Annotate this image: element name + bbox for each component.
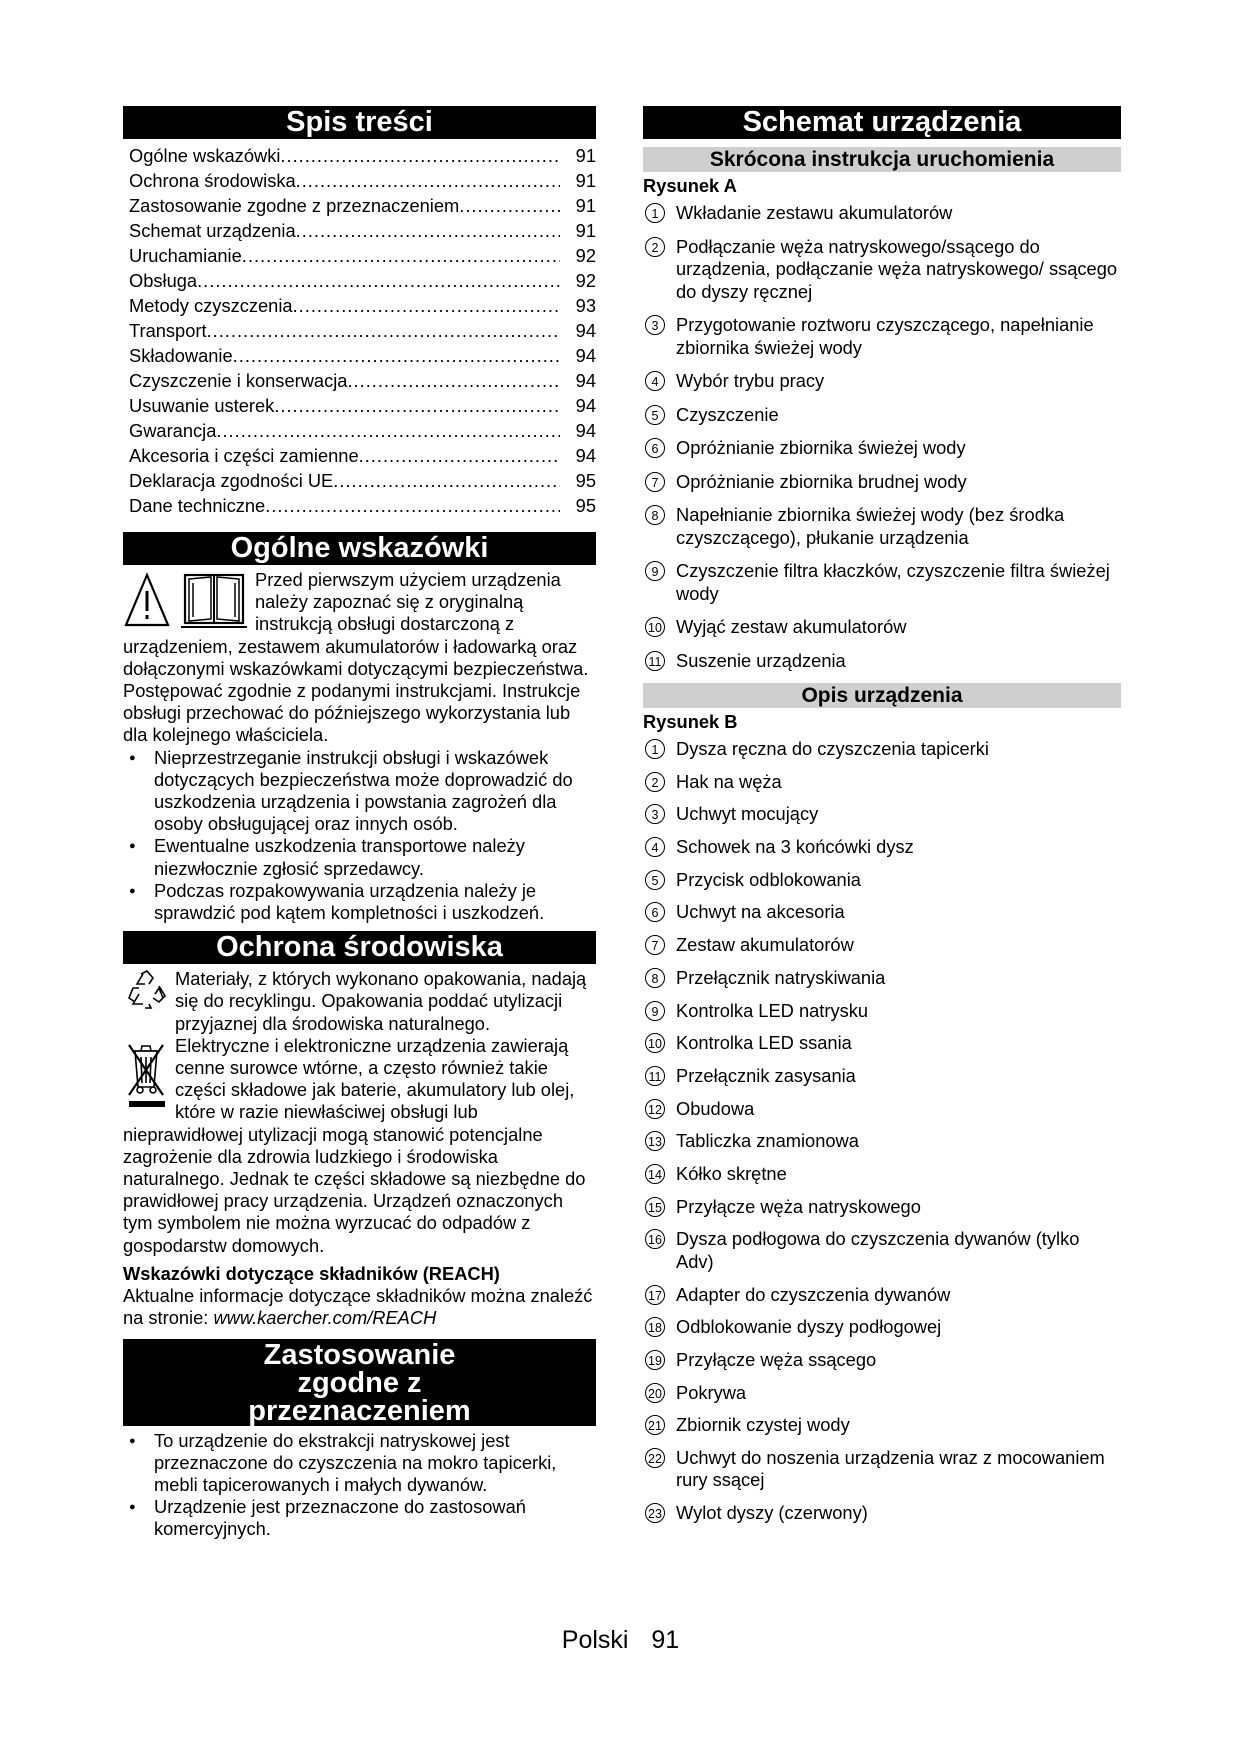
toc-entry[interactable] — [123, 318, 596, 343]
general-bullet: ● Podczas rozpakowywania urządzenia należy je sprawdzić pod kątem kompletności i uszkodzeń. — [123, 880, 596, 924]
quickstart-step-text: Napełnianie zbiornika świeżej wody (bez środka czyszczącego), płukanie urządzenia — [676, 504, 1065, 548]
toc-entry-title: Dane techniczne — [129, 495, 266, 516]
toc-entry-page: 91 — [575, 195, 596, 216]
device-part — [643, 1065, 1121, 1088]
device-part — [643, 1196, 1121, 1219]
item-number-badge: 13 — [645, 1131, 665, 1151]
device-part-text: Kontrolka LED ssania — [676, 1032, 852, 1054]
quickstart-step-text: Wyjąć zestaw akumulatorów — [676, 616, 907, 637]
toc-entry-title: Usuwanie usterek — [129, 395, 275, 416]
quickstart-step-text: Opróżnianie zbiornika świeżej wody — [676, 437, 966, 458]
quickstart-step-text: Wybór trybu pracy — [676, 370, 825, 391]
item-number-badge: 1 — [645, 203, 665, 223]
device-parts — [643, 738, 1121, 1525]
toc-leader-dots — [216, 418, 560, 443]
quickstart-step — [643, 616, 1121, 639]
item-number-badge: 8 — [645, 505, 665, 525]
quickstart-step-text: Przygotowanie roztworu czyszczącego, napełnianie zbiornika świeżej wody — [676, 314, 1094, 358]
manual-book-icon — [181, 575, 247, 627]
item-number-badge: 14 — [645, 1164, 665, 1184]
device-part-text: Dysza podłogowa do czyszczenia dywanów (tylko Adv) — [676, 1228, 1080, 1272]
toc-entry-page: 91 — [575, 170, 596, 191]
toc-entry-title: Ochrona środowiska — [129, 170, 296, 191]
weee-text: Elektryczne i elektroniczne urządzenia zawierają cenne surowce wtórne, a często również takie części składowe jak baterie, akumulatory lub olej, które w razie niewłaściwej obsługi lub nieprawidłowej utylizacji mogą stanowić potencjalne zagrożenie dla zdrowia ludzkiego i środowiska naturalnego. Jednak te części składowe są niezbędne do prawidłowej pracy urządzenia. Urządzeń oznaczonych tym symbolem nie można wyrzucać do odpadów z gospodarstw domowych. — [123, 1034, 586, 1256]
device-part — [643, 1098, 1121, 1121]
right-column — [643, 106, 1121, 1535]
toc-entry-title: Schemat urządzenia — [129, 220, 296, 241]
device-part-text: Dysza ręczna do czyszczenia tapicerki — [676, 738, 989, 759]
weee-bin-icon — [123, 1037, 175, 1116]
toc-entry-title: Uruchamianie — [129, 245, 242, 266]
toc-leader-dots — [233, 343, 560, 368]
figure-a-label: Rysunek A — [643, 175, 737, 196]
toc-entry-title: Obsługa — [129, 270, 198, 291]
device-part-text: Uchwyt do noszenia urządzenia wraz z mocowaniem rury ssącej — [676, 1446, 1105, 1491]
item-number-badge: 19 — [645, 1350, 665, 1370]
device-part — [643, 1414, 1121, 1437]
toc-entry[interactable] — [123, 343, 596, 368]
device-part-text: Przyłącze węża natryskowego — [676, 1195, 921, 1217]
device-part-text: Wylot dyszy (czerwony) — [676, 1502, 868, 1524]
item-number-badge: 17 — [645, 1285, 665, 1305]
toc-entry[interactable] — [123, 368, 596, 393]
environment-block — [123, 968, 596, 1329]
toc-leader-dots — [333, 468, 560, 493]
device-part — [643, 771, 1121, 794]
device-part — [643, 1032, 1121, 1055]
general-intro-text: Przed pierwszym użyciem urządzenia należy zapoznać się z oryginalną instrukcją obsługi dostarczoną z urządzeniem, zestawem akumulatorów i ładowarką oraz dołączonymi wskazówkami dotyczącymi bezpieczeństwa. Postępować zgodnie z podanymi instrukcjami. Instrukcje obsługi przechować do późniejszego wykorzystania lub dla kolejnego właściciela. — [123, 569, 589, 746]
left-column — [123, 106, 596, 1541]
device-part-text: Przycisk odblokowania — [676, 868, 861, 890]
toc-entry[interactable] — [123, 218, 596, 243]
toc-leader-dots — [274, 393, 560, 418]
intended-use-heading — [123, 1339, 596, 1426]
item-number-badge: 4 — [645, 837, 665, 857]
general-bullets — [123, 747, 596, 925]
toc-entry-page: 94 — [575, 320, 596, 341]
quickstart-step — [643, 314, 1121, 359]
quickstart-step — [643, 471, 1121, 494]
item-number-badge: 5 — [645, 405, 665, 425]
item-number-badge: 18 — [645, 1317, 665, 1337]
table-of-contents — [123, 143, 596, 518]
quickstart-step — [643, 650, 1121, 673]
item-number-badge: 22 — [645, 1448, 665, 1468]
device-part — [643, 1284, 1121, 1307]
toc-entry[interactable] — [123, 393, 596, 418]
item-number-badge: 3 — [645, 804, 665, 824]
toc-entry-page: 94 — [575, 395, 596, 416]
toc-leader-dots — [293, 293, 560, 318]
device-part — [643, 803, 1121, 826]
intended-use-title: Zastosowanie zgodne z przeznaczeniem — [248, 1338, 471, 1427]
toc-entry-page: 91 — [575, 220, 596, 241]
general-intro — [123, 569, 596, 747]
quickstart-step-text: Opróżnianie zbiornika brudnej wody — [676, 470, 967, 492]
toc-leader-dots — [242, 243, 560, 268]
toc-leader-dots — [347, 368, 560, 393]
device-part — [643, 1130, 1121, 1153]
item-number-badge: 2 — [645, 237, 665, 257]
device-part-text: Schowek na 3 końcówki dysz — [676, 836, 914, 858]
item-number-badge: 11 — [645, 1066, 665, 1086]
device-part — [643, 738, 1121, 761]
toc-entry-title: Gwarancja — [129, 420, 217, 441]
item-number-badge: 23 — [645, 1503, 665, 1523]
intended-use-bullet: ● To urządzenie do ekstrakcji natryskowej jest przeznaczone do czyszczenia na mokro tapicerki, mebli tapicerowanych i małych dywanów. — [123, 1430, 596, 1497]
device-part-text: Obudowa — [676, 1097, 755, 1119]
toc-entry-page: 94 — [575, 345, 596, 366]
device-part — [643, 1000, 1121, 1023]
item-number-badge: 8 — [645, 968, 665, 988]
device-part-text: Przełącznik zasysania — [676, 1064, 856, 1086]
device-part-text: Zestaw akumulatorów — [676, 934, 854, 956]
quickstart-step — [643, 437, 1121, 460]
item-number-badge: 15 — [645, 1197, 665, 1217]
toc-leader-dots — [265, 493, 560, 518]
quickstart-heading: Skrócona instrukcja uruchomienia — [643, 147, 1121, 172]
general-bullet: ● Ewentualne uszkodzenia transportowe należy niezwłocznie zgłosić sprzedawcy. — [123, 835, 596, 879]
toc-entry-page: 94 — [575, 445, 596, 466]
quickstart-step — [643, 504, 1121, 549]
device-part-text: Tabliczka znamionowa — [676, 1130, 859, 1152]
device-part — [643, 1502, 1121, 1525]
toc-entry[interactable] — [123, 418, 596, 443]
quickstart-step — [643, 370, 1121, 393]
item-number-badge: 1 — [645, 739, 665, 759]
device-part — [643, 1316, 1121, 1339]
device-part — [643, 967, 1121, 990]
toc-leader-dots — [459, 193, 560, 218]
toc-entry-page: 94 — [575, 420, 596, 441]
item-number-badge: 10 — [645, 617, 665, 637]
quickstart-step-text: Wkładanie zestawu akumulatorów — [676, 202, 953, 223]
device-part — [643, 934, 1121, 957]
device-part-text: Adapter do czyszczenia dywanów — [676, 1283, 951, 1305]
quickstart-steps — [643, 202, 1121, 672]
toc-entry-title: Metody czyszczenia — [129, 295, 293, 316]
toc-entry-title: Transport — [129, 320, 207, 341]
toc-entry[interactable] — [123, 268, 596, 293]
quickstart-step-text: Podłączanie węża natryskowego/ssącego do urządzenia, podłączanie węża natryskowego/ ssącego do dyszy ręcznej — [676, 235, 1118, 302]
device-part-text: Kółko skrętne — [676, 1162, 787, 1184]
item-number-badge: 7 — [645, 472, 665, 492]
item-number-badge: 4 — [645, 371, 665, 391]
toc-entry[interactable] — [123, 468, 596, 493]
intended-use-bullet: ● Urządzenie jest przeznaczone do zastosowań komercyjnych. — [123, 1496, 596, 1540]
general-heading: Ogólne wskazówki — [123, 532, 596, 565]
device-part-text: Zbiornik czystej wody — [676, 1414, 850, 1436]
item-number-badge: 9 — [645, 1001, 665, 1021]
item-number-badge: 3 — [645, 315, 665, 335]
toc-entry-title: Składowanie — [129, 345, 233, 366]
toc-entry-page: 93 — [575, 295, 596, 316]
toc-entry-page: 95 — [575, 495, 596, 516]
device-part-text: Kontrolka LED natrysku — [676, 999, 869, 1021]
general-bullet: ● Nieprzestrzeganie instrukcji obsługi i wskazówek dotyczących bezpieczeństwa może doprowadzić do uszkodzenia urządzenia i powstania zagrożeń dla osoby obsługującej oraz innych osób. — [123, 747, 596, 836]
recycling-text: Materiały, z których wykonano opakowania, nadają się do recyklingu. Opakowania poddać utylizacji przyjaznej dla środowiska naturalnego. — [175, 968, 587, 1034]
device-part-text: Uchwyt mocujący — [676, 803, 819, 825]
toc-entry-page: 91 — [575, 145, 596, 166]
item-number-badge: 6 — [645, 438, 665, 458]
item-number-badge: 6 — [645, 902, 665, 922]
device-part — [643, 1163, 1121, 1186]
figure-b-label: Rysunek B — [643, 711, 738, 732]
quickstart-step-text: Czyszczenie — [676, 403, 779, 425]
reach-text — [123, 1285, 596, 1329]
toc-entry-page: 94 — [575, 370, 596, 391]
environment-heading: Ochrona środowiska — [123, 931, 596, 964]
toc-entry-title: Deklaracja zgodności UE — [129, 470, 334, 491]
reach-link[interactable]: www.kaercher.com/REACH — [213, 1307, 437, 1329]
reach-title: Wskazówki dotyczące składników (REACH) — [123, 1262, 500, 1284]
toc-entry[interactable] — [123, 493, 596, 518]
toc-entry-title: Czyszczenie i konserwacja — [129, 370, 348, 391]
toc-entry[interactable] — [123, 293, 596, 318]
device-part — [643, 1228, 1121, 1273]
toc-leader-dots — [207, 318, 560, 343]
device-part — [643, 1382, 1121, 1405]
toc-entry-title: Zastosowanie zgodne z przeznaczeniem — [129, 195, 460, 216]
quickstart-step — [643, 560, 1121, 605]
device-part — [643, 1447, 1121, 1492]
schematic-heading: Schemat urządzenia — [643, 106, 1121, 139]
toc-entry[interactable] — [123, 443, 596, 468]
item-number-badge: 20 — [645, 1383, 665, 1403]
device-part-text: Przyłącze węża ssącego — [676, 1348, 877, 1370]
item-number-badge: 10 — [645, 1033, 665, 1053]
footer-page-number: 91 — [651, 1626, 680, 1654]
quickstart-step — [643, 236, 1121, 304]
item-number-badge: 5 — [645, 870, 665, 890]
toc-entry-title: Akcesoria i części zamienne — [129, 445, 359, 466]
toc-entry-page: 92 — [575, 270, 596, 291]
quickstart-step-text: Czyszczenie filtra kłaczków, czyszczenie filtra świeżej wody — [676, 560, 1110, 604]
toc-entry[interactable] — [123, 193, 596, 218]
warning-icon — [123, 569, 255, 635]
quickstart-step — [643, 404, 1121, 427]
device-part-text: Hak na węża — [676, 770, 782, 792]
item-number-badge: 2 — [645, 772, 665, 792]
toc-leader-dots — [296, 218, 560, 243]
toc-entry-title: Ogólne wskazówki — [129, 145, 281, 166]
page-footer — [0, 1626, 1241, 1655]
toc-leader-dots — [359, 443, 560, 468]
device-part-text: Przełącznik natryskiwania — [676, 966, 886, 988]
toc-entry-page: 95 — [575, 470, 596, 491]
item-number-badge: 9 — [645, 561, 665, 581]
item-number-badge: 12 — [645, 1099, 665, 1119]
intended-use-bullets — [123, 1430, 596, 1541]
item-number-badge: 16 — [645, 1229, 665, 1249]
item-number-badge: 11 — [645, 651, 665, 671]
toc-leader-dots — [280, 143, 560, 168]
device-part-text: Uchwyt na akcesoria — [676, 901, 845, 923]
reach-text-body: Aktualne informacje dotyczące składników można znaleźć na stronie: — [123, 1285, 593, 1329]
item-number-badge: 7 — [645, 935, 665, 955]
recycling-icon — [123, 968, 175, 1019]
item-number-badge: 21 — [645, 1415, 665, 1435]
device-part-text: Odblokowanie dyszy podłogowej — [676, 1316, 942, 1338]
toc-leader-dots — [296, 168, 560, 193]
quickstart-step — [643, 202, 1121, 225]
device-part — [643, 869, 1121, 892]
toc-entry[interactable] — [123, 168, 596, 193]
toc-leader-dots — [197, 268, 560, 293]
device-part-text: Pokrywa — [676, 1381, 747, 1403]
device-part — [643, 901, 1121, 924]
toc-entry[interactable] — [123, 243, 596, 268]
toc-entry-page: 92 — [575, 245, 596, 266]
intro-icons — [123, 569, 255, 635]
device-part — [643, 1349, 1121, 1372]
toc-entry[interactable] — [123, 143, 596, 168]
quickstart-step-text: Suszenie urządzenia — [676, 649, 846, 671]
description-heading: Opis urządzenia — [643, 683, 1121, 708]
footer-language: Polski — [561, 1626, 629, 1654]
device-part — [643, 836, 1121, 859]
toc-heading: Spis treści — [123, 106, 596, 139]
